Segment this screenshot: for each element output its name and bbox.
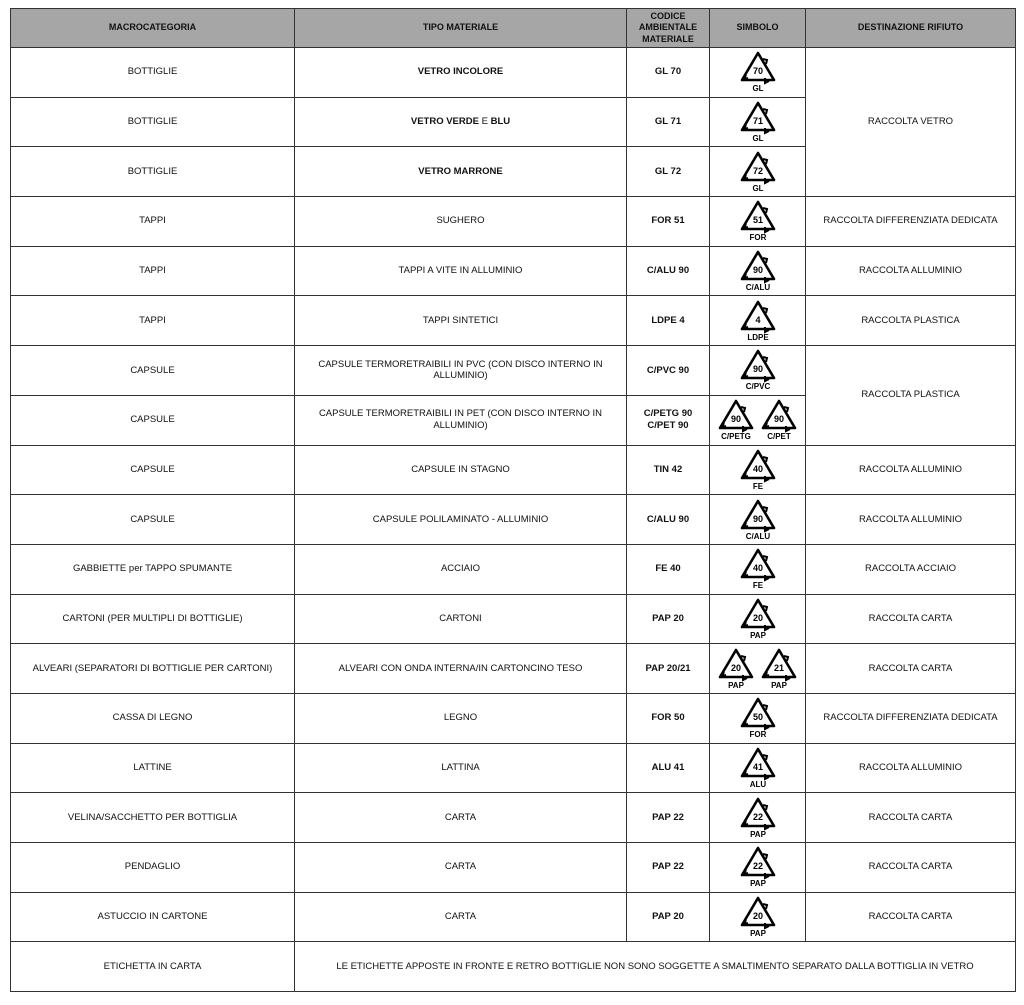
- codice-text: ALU 41: [651, 762, 685, 774]
- codice-cell: [627, 594, 710, 644]
- symbol-label: C/PET: [767, 432, 792, 442]
- codice-cell: [627, 544, 710, 594]
- table-row: [11, 892, 1016, 942]
- codice-text: C/PVC 90: [646, 364, 690, 376]
- symbol-number: 90: [774, 414, 785, 425]
- recycling-triangle-icon: [738, 150, 778, 194]
- symbol-number: 4: [754, 314, 761, 325]
- tipo-materiale-cell: [295, 843, 627, 893]
- table-row: [11, 544, 1016, 594]
- header-macrocategoria: MACROCATEGORIA: [11, 9, 295, 48]
- tipo-materiale-text: VETRO VERDE: [410, 116, 479, 128]
- header-tipo-materiale: TIPO MATERIALE: [295, 9, 627, 48]
- macrocategoria-cell: PENDAGLIO: [11, 843, 295, 893]
- macrocategoria-cell: CARTONI (PER MULTIPLI DI BOTTIGLIE): [11, 594, 295, 644]
- simbolo-cell: [710, 495, 806, 545]
- symbol-number: 41: [752, 761, 763, 772]
- codice-text: FE 40: [655, 563, 681, 575]
- recycling-triangle-icon: [738, 199, 778, 243]
- destinazione-cell: RACCOLTA CARTA: [806, 843, 1016, 893]
- recycling-triangle-icon: [738, 895, 778, 939]
- header-destinazione-rifiuto: DESTINAZIONE RIFIUTO: [806, 9, 1016, 48]
- tipo-materiale-text: CAPSULE IN STAGNO: [411, 463, 510, 475]
- symbol-label: PAP: [749, 829, 766, 839]
- tipo-materiale-text: E: [478, 116, 491, 128]
- symbol-label: GL: [751, 183, 764, 193]
- macrocategoria-cell: CAPSULE: [11, 346, 295, 396]
- simbolo-cell: [710, 693, 806, 743]
- simbolo-group: [714, 746, 801, 790]
- simbolo-cell: [710, 544, 806, 594]
- codice-cell: [627, 246, 710, 296]
- destinazione-cell: RACCOLTA VETRO: [806, 48, 1016, 197]
- symbol-number: 20: [730, 662, 741, 673]
- macrocategoria-cell: ASTUCCIO IN CARTONE: [11, 892, 295, 942]
- simbolo-cell: [710, 892, 806, 942]
- tipo-materiale-text: LATTINA: [441, 762, 480, 774]
- tipo-materiale-cell: [295, 395, 627, 445]
- tipo-materiale-cell: [295, 743, 627, 793]
- codice-cell: [627, 793, 710, 843]
- recycling-triangle-icon: [738, 547, 778, 591]
- macrocategoria-cell: BOTTIGLIE: [11, 97, 295, 147]
- symbol-number: 22: [752, 861, 763, 872]
- tipo-materiale-text: VETRO MARRONE: [418, 165, 503, 177]
- table-row: [11, 693, 1016, 743]
- simbolo-group: [714, 299, 801, 343]
- symbol-number: 40: [752, 463, 763, 474]
- table-row: [11, 594, 1016, 644]
- simbolo-group: [714, 448, 801, 492]
- simbolo-group: [714, 845, 801, 889]
- table-row: [11, 495, 1016, 545]
- simbolo-cell: [710, 594, 806, 644]
- table-row: [11, 843, 1016, 893]
- codice-cell: [627, 48, 710, 98]
- symbol-label: PAP: [749, 630, 766, 640]
- codice-text: C/ALU 90: [646, 513, 690, 525]
- recycling-triangle-icon: [738, 249, 778, 293]
- codice-cell: [627, 495, 710, 545]
- table-row: [11, 346, 1016, 396]
- codice-text: PAP 20: [652, 911, 684, 923]
- table-row: [11, 197, 1016, 247]
- tipo-materiale-text: ACCIAIO: [440, 563, 481, 575]
- symbol-number: 71: [752, 116, 763, 127]
- macrocategoria-cell: GABBIETTE per TAPPO SPUMANTE: [11, 544, 295, 594]
- recycling-triangle-icon: [738, 845, 778, 889]
- table-row: [11, 246, 1016, 296]
- destinazione-cell: RACCOLTA CARTA: [806, 892, 1016, 942]
- tipo-materiale-text: TAPPI A VITE IN ALLUMINIO: [398, 265, 523, 277]
- tipo-materiale-cell: [295, 445, 627, 495]
- destinazione-cell: RACCOLTA ALLUMINIO: [806, 246, 1016, 296]
- recycling-triangle-icon: [759, 398, 799, 442]
- simbolo-group: [714, 50, 801, 94]
- codice-cell: [627, 395, 710, 445]
- symbol-label: PAP: [771, 680, 788, 690]
- codice-text: GL 72: [654, 165, 682, 177]
- symbol-label: GL: [751, 134, 764, 144]
- simbolo-group: [714, 696, 801, 740]
- table-row: [11, 793, 1016, 843]
- codice-cell: [627, 296, 710, 346]
- simbolo-cell: [710, 743, 806, 793]
- simbolo-cell: [710, 793, 806, 843]
- macrocategoria-cell: CAPSULE: [11, 395, 295, 445]
- recycling-triangle-icon: [738, 448, 778, 492]
- codice-cell: [627, 693, 710, 743]
- codice-text: LDPE 4: [651, 314, 685, 326]
- table-row: [11, 743, 1016, 793]
- tipo-materiale-text: LEGNO: [443, 712, 478, 724]
- symbol-number: 72: [752, 165, 763, 176]
- symbol-label: FE: [752, 481, 763, 491]
- recycling-triangle-icon: [759, 647, 799, 691]
- destinazione-cell: RACCOLTA CARTA: [806, 793, 1016, 843]
- tipo-materiale-cell: [295, 147, 627, 197]
- simbolo-cell: [710, 395, 806, 445]
- macrocategoria-cell: CASSA DI LEGNO: [11, 693, 295, 743]
- macrocategoria-cell: BOTTIGLIE: [11, 147, 295, 197]
- simbolo-cell: [710, 644, 806, 694]
- codice-text: PAP 22: [652, 861, 684, 873]
- codice-cell: [627, 445, 710, 495]
- tipo-materiale-text: SUGHERO: [436, 215, 485, 227]
- codice-text: GL 71: [654, 116, 682, 128]
- symbol-number: 90: [752, 265, 763, 276]
- codice-text: PAP 20/21: [645, 662, 691, 674]
- recycling-triangle-icon: [738, 498, 778, 542]
- simbolo-group: [714, 398, 801, 442]
- simbolo-cell: [710, 346, 806, 396]
- footer-note: LE ETICHETTE APPOSTE IN FRONTE E RETRO BOTTIGLIE NON SONO SOGGETTE A SMALTIMENTO SEPARATO DALLA BOTTIGLIA IN VETRO: [295, 942, 1016, 992]
- symbol-number: 90: [752, 513, 763, 524]
- simbolo-group: [714, 100, 801, 144]
- tipo-materiale-cell: [295, 544, 627, 594]
- codice-cell: [627, 97, 710, 147]
- codice-text: PAP 22: [652, 811, 684, 823]
- destinazione-cell: RACCOLTA CARTA: [806, 644, 1016, 694]
- tipo-materiale-text: VETRO INCOLORE: [417, 66, 504, 78]
- codice-cell: [627, 843, 710, 893]
- symbol-label: C/ALU: [745, 531, 770, 541]
- tipo-materiale-cell: [295, 693, 627, 743]
- symbol-label: PAP: [749, 929, 766, 939]
- destinazione-cell: RACCOLTA ALLUMINIO: [806, 445, 1016, 495]
- codice-cell: [627, 743, 710, 793]
- recycling-table: [10, 8, 1016, 992]
- codice-cell: [627, 147, 710, 197]
- destinazione-cell: RACCOLTA DIFFERENZIATA DEDICATA: [806, 197, 1016, 247]
- tipo-materiale-text: CARTONI: [439, 612, 482, 624]
- recycling-triangle-icon: [738, 100, 778, 144]
- table-row: [11, 445, 1016, 495]
- symbol-label: LDPE: [746, 332, 769, 342]
- tipo-materiale-text: BLU: [490, 116, 511, 128]
- symbol-number: 22: [752, 811, 763, 822]
- macrocategoria-cell: ALVEARI (SEPARATORI DI BOTTIGLIE PER CARTONI): [11, 644, 295, 694]
- destinazione-cell: RACCOLTA ACCIAIO: [806, 544, 1016, 594]
- codice-cell: [627, 197, 710, 247]
- macrocategoria-cell: CAPSULE: [11, 445, 295, 495]
- simbolo-cell: [710, 843, 806, 893]
- tipo-materiale-cell: [295, 296, 627, 346]
- simbolo-group: [714, 498, 801, 542]
- simbolo-group: [714, 249, 801, 293]
- simbolo-group: [714, 895, 801, 939]
- codice-text: C/ALU 90: [646, 265, 690, 277]
- macrocategoria-cell: VELINA/SACCHETTO PER BOTTIGLIA: [11, 793, 295, 843]
- simbolo-group: [714, 547, 801, 591]
- symbol-label: FOR: [749, 730, 766, 740]
- codice-text: FOR 50: [651, 712, 685, 724]
- macrocategoria-cell: BOTTIGLIE: [11, 48, 295, 98]
- recycling-triangle-icon: [738, 796, 778, 840]
- symbol-label: ALU: [749, 779, 766, 789]
- destinazione-cell: RACCOLTA PLASTICA: [806, 296, 1016, 346]
- table-row: [11, 48, 1016, 98]
- tipo-materiale-cell: [295, 197, 627, 247]
- symbol-label: GL: [751, 84, 764, 94]
- header-simbolo: SIMBOLO: [710, 9, 806, 48]
- destinazione-cell: RACCOLTA CARTA: [806, 594, 1016, 644]
- simbolo-cell: [710, 147, 806, 197]
- recycling-triangle-icon: [738, 696, 778, 740]
- header-row: [11, 9, 1016, 48]
- recycling-triangle-icon: [716, 647, 756, 691]
- simbolo-group: [714, 796, 801, 840]
- symbol-number: 50: [752, 712, 763, 723]
- symbol-number: 90: [730, 414, 741, 425]
- codice-cell: [627, 346, 710, 396]
- symbol-label: PAP: [727, 680, 744, 690]
- tipo-materiale-text: CAPSULE TERMORETRAIBILI IN PET (CON DISCO INTERNO IN ALLUMINIO): [318, 408, 603, 432]
- codice-cell: [627, 892, 710, 942]
- macrocategoria-cell: LATTINE: [11, 743, 295, 793]
- simbolo-cell: [710, 445, 806, 495]
- symbol-number: 20: [752, 911, 763, 922]
- tipo-materiale-text: ALVEARI CON ONDA INTERNA/IN CARTONCINO TESO: [338, 662, 583, 674]
- simbolo-cell: [710, 246, 806, 296]
- tipo-materiale-text: CARTA: [444, 861, 477, 873]
- codice-text: GL 70: [654, 66, 682, 78]
- macrocategoria-cell: TAPPI: [11, 197, 295, 247]
- symbol-number: 21: [774, 662, 785, 673]
- simbolo-group: [714, 647, 801, 691]
- symbol-number: 51: [752, 215, 763, 226]
- recycling-triangle-icon: [738, 50, 778, 94]
- symbol-number: 70: [752, 66, 763, 77]
- symbol-label: PAP: [749, 879, 766, 889]
- footer-row: [11, 942, 1016, 992]
- symbol-label: C/PETG: [720, 432, 751, 442]
- tipo-materiale-text: TAPPI SINTETICI: [422, 314, 499, 326]
- tipo-materiale-cell: [295, 346, 627, 396]
- tipo-materiale-cell: [295, 246, 627, 296]
- recycling-triangle-icon: [738, 348, 778, 392]
- macrocategoria-cell: TAPPI: [11, 246, 295, 296]
- symbol-label: FE: [752, 581, 763, 591]
- recycling-triangle-icon: [716, 398, 756, 442]
- codice-text: C/PETG 90: [643, 408, 693, 420]
- table-row: [11, 644, 1016, 694]
- table-row: [11, 296, 1016, 346]
- tipo-materiale-text: CARTA: [444, 911, 477, 923]
- recycling-triangle-icon: [738, 746, 778, 790]
- simbolo-cell: [710, 296, 806, 346]
- tipo-materiale-cell: [295, 892, 627, 942]
- simbolo-group: [714, 597, 801, 641]
- recycling-triangle-icon: [738, 299, 778, 343]
- tipo-materiale-cell: [295, 594, 627, 644]
- simbolo-cell: [710, 97, 806, 147]
- simbolo-cell: [710, 48, 806, 98]
- tipo-materiale-text: CARTA: [444, 811, 477, 823]
- simbolo-group: [714, 348, 801, 392]
- simbolo-group: [714, 199, 801, 243]
- macrocategoria-cell: ETICHETTA IN CARTA: [11, 942, 295, 992]
- macrocategoria-cell: CAPSULE: [11, 495, 295, 545]
- macrocategoria-cell: TAPPI: [11, 296, 295, 346]
- destinazione-cell: RACCOLTA PLASTICA: [806, 346, 1016, 445]
- recycling-triangle-icon: [738, 597, 778, 641]
- symbol-number: 90: [752, 364, 763, 375]
- symbol-number: 40: [752, 563, 763, 574]
- destinazione-cell: RACCOLTA ALLUMINIO: [806, 495, 1016, 545]
- symbol-number: 20: [752, 612, 763, 623]
- tipo-materiale-cell: [295, 48, 627, 98]
- symbol-label: FOR: [749, 233, 766, 243]
- header-codice-ambientale: CODICE AMBIENTALE MATERIALE: [627, 9, 710, 48]
- destinazione-cell: RACCOLTA ALLUMINIO: [806, 743, 1016, 793]
- tipo-materiale-cell: [295, 644, 627, 694]
- symbol-label: C/ALU: [745, 283, 770, 293]
- codice-text: TIN 42: [653, 463, 683, 475]
- codice-text: FOR 51: [651, 215, 685, 227]
- tipo-materiale-cell: [295, 495, 627, 545]
- tipo-materiale-text: CAPSULE TERMORETRAIBILI IN PVC (CON DISCO INTERNO IN ALLUMINIO): [318, 358, 603, 382]
- tipo-materiale-text: CAPSULE POLILAMINATO - ALLUMINIO: [372, 513, 549, 525]
- destinazione-cell: RACCOLTA DIFFERENZIATA DEDICATA: [806, 693, 1016, 743]
- simbolo-group: [714, 150, 801, 194]
- codice-text: PAP 20: [652, 612, 684, 624]
- codice-cell: [627, 644, 710, 694]
- symbol-label: C/PVC: [745, 382, 770, 392]
- simbolo-cell: [710, 197, 806, 247]
- codice-text: C/PET 90: [647, 420, 689, 432]
- table-body: [11, 48, 1016, 992]
- tipo-materiale-cell: [295, 97, 627, 147]
- tipo-materiale-cell: [295, 793, 627, 843]
